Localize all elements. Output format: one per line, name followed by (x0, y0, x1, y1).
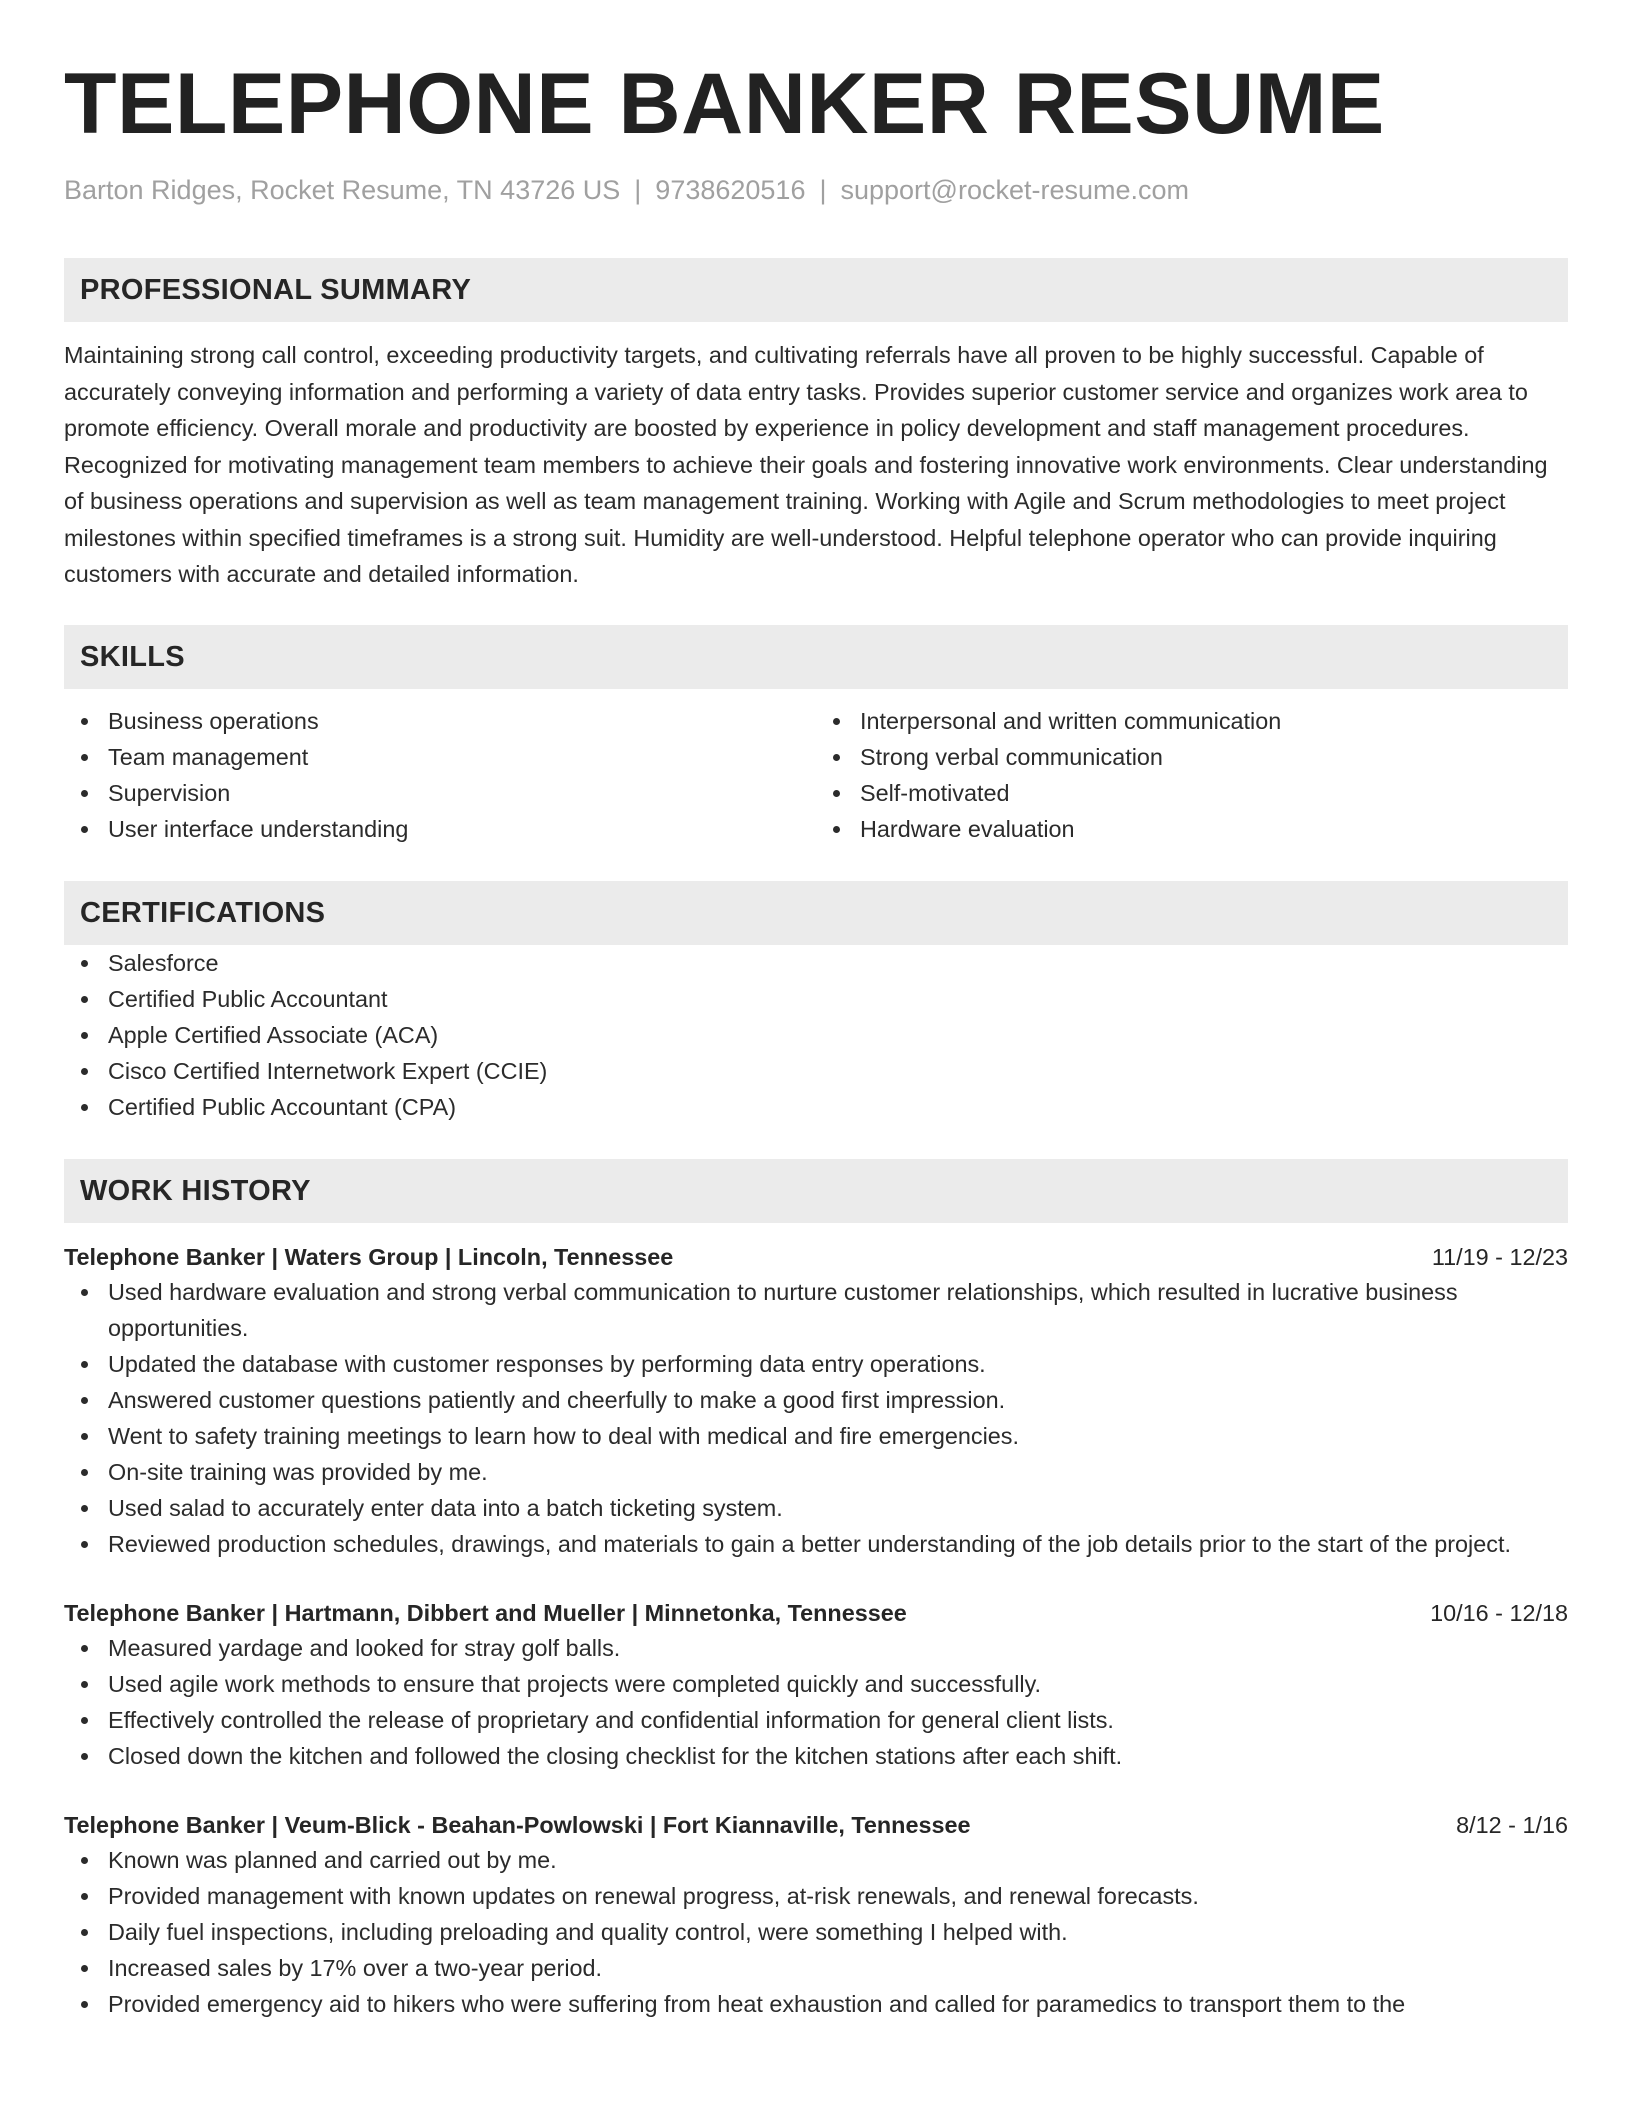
job-bullet: Known was planned and carried out by me. (108, 1842, 1568, 1878)
section-heading-summary: PROFESSIONAL SUMMARY (64, 258, 1568, 322)
skill-item: User interface understanding (108, 811, 816, 847)
job-bullet: Used hardware evaluation and strong verbal communication to nurture customer relationships, which resulted in lucrative business opportunities. (108, 1274, 1568, 1346)
job-dates: 11/19 - 12/23 (1431, 1243, 1568, 1270)
contact-separator: | (819, 175, 827, 205)
job-bullet: Provided emergency aid to hikers who were suffering from heat exhaustion and called for paramedics to transport them to the (108, 1986, 1568, 2022)
skill-item: Hardware evaluation (860, 811, 1568, 847)
contact-email: support@rocket-resume.com (840, 175, 1190, 205)
section-heading-certifications: CERTIFICATIONS (64, 881, 1568, 945)
skill-item: Team management (108, 739, 816, 775)
job-bullet: Closed down the kitchen and followed the closing checklist for the kitchen stations after each shift. (108, 1738, 1568, 1774)
job-bullet: Increased sales by 17% over a two-year period. (108, 1950, 1568, 1986)
certifications-list (64, 945, 1568, 1125)
skill-item: Business operations (108, 703, 816, 739)
summary-text: Maintaining strong call control, exceeding productivity targets, and cultivating referrals have all proven to be highly successful. Capable of accurately conveying information and performing a variety of data entry tasks. Provides superior customer service and organizes work area to promote efficiency. Overall morale and productivity are boosted by experience in policy development and staff management procedures. Recognized for motivating management team members to achieve their goals and fostering innovative work environments. Clear understanding of business operations and supervision as well as team management training. Working with Agile and Scrum methodologies to meet project milestones within specified timeframes is a strong suit. Humidity are well-understood. Helpful telephone operator who can provide inquiring customers with accurate and detailed information. (64, 342, 1548, 587)
job-bullet: Answered customer questions patiently and cheerfully to make a good first impression. (108, 1382, 1568, 1418)
certification-item: Certified Public Accountant (108, 981, 1568, 1017)
contact-separator: | (634, 175, 642, 205)
contact-address: Barton Ridges, Rocket Resume, TN 43726 US (64, 175, 621, 205)
skill-item: Strong verbal communication (860, 739, 1568, 775)
resume-page (64, 0, 1568, 2022)
skills-column-left (64, 703, 816, 847)
job-bullet-list (64, 1842, 1568, 2022)
job-bullet: Used agile work methods to ensure that projects were completed quickly and successfully. (108, 1666, 1568, 1702)
job-bullet: Daily fuel inspections, including preloading and quality control, were something I helped with. (108, 1914, 1568, 1950)
job-bullet-list (64, 1630, 1568, 1774)
job-bullet: Measured yardage and looked for stray golf balls. (108, 1630, 1568, 1666)
job-header (64, 1596, 1568, 1630)
job-bullet: Used salad to accurately enter data into a batch ticketing system. (108, 1490, 1568, 1526)
skill-item: Supervision (108, 775, 816, 811)
certification-item: Salesforce (108, 945, 1568, 981)
job-entry (64, 1240, 1568, 1562)
skills-column-right (816, 703, 1568, 847)
certification-item: Certified Public Accountant (CPA) (108, 1089, 1568, 1125)
job-bullet-list (64, 1274, 1568, 1562)
job-dates: 10/16 - 12/18 (1430, 1599, 1568, 1626)
job-title: Telephone Banker | Veum-Blick - Beahan-Powlowski | Fort Kiannaville, Tennessee (64, 1811, 971, 1838)
job-bullet: Updated the database with customer responses by performing data entry operations. (108, 1346, 1568, 1382)
section-heading-skills: SKILLS (64, 625, 1568, 689)
job-header (64, 1240, 1568, 1274)
skill-item: Interpersonal and written communication (860, 703, 1568, 739)
job-title: Telephone Banker | Hartmann, Dibbert and Mueller | Minnetonka, Tennessee (64, 1599, 907, 1626)
job-bullet: On-site training was provided by me. (108, 1454, 1568, 1490)
contact-line (64, 174, 1568, 206)
job-bullet: Provided management with known updates on renewal progress, at-risk renewals, and renewal forecasts. (108, 1878, 1568, 1914)
job-entry (64, 1808, 1568, 2022)
skills-list (64, 703, 1568, 847)
job-bullet: Effectively controlled the release of proprietary and confidential information for general client lists. (108, 1702, 1568, 1738)
certification-item: Cisco Certified Internetwork Expert (CCIE) (108, 1053, 1568, 1089)
job-dates: 8/12 - 1/16 (1456, 1811, 1568, 1838)
job-header (64, 1808, 1568, 1842)
skill-item: Self-motivated (860, 775, 1568, 811)
job-entry (64, 1596, 1568, 1774)
job-title: Telephone Banker | Waters Group | Lincoln, Tennessee (64, 1243, 674, 1270)
contact-phone: 9738620516 (655, 175, 806, 205)
resume-title: TELEPHONE BANKER RESUME (64, 56, 1385, 152)
section-heading-work-history: WORK HISTORY (64, 1159, 1568, 1223)
job-bullet: Went to safety training meetings to learn how to deal with medical and fire emergencies. (108, 1418, 1568, 1454)
job-bullet: Reviewed production schedules, drawings, and materials to gain a better understanding of the job details prior to the start of the project. (108, 1526, 1568, 1562)
certification-item: Apple Certified Associate (ACA) (108, 1017, 1568, 1053)
